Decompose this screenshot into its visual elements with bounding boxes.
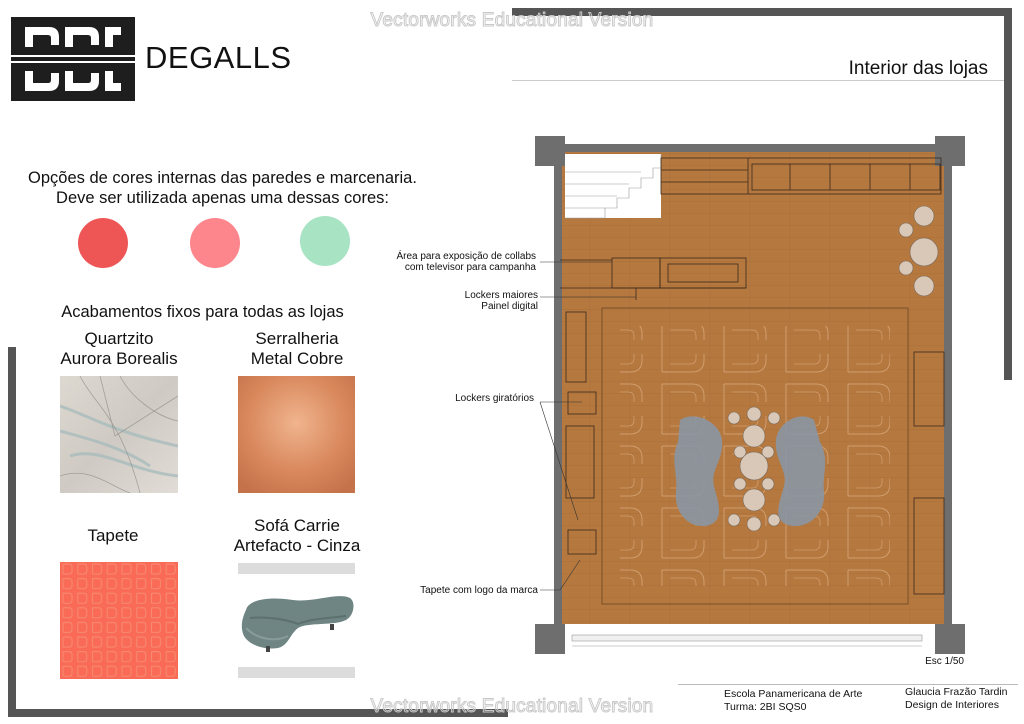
plan-scale: Esc 1/50 [925,656,964,667]
label-lockers-giratorios: Lockers giratórios [455,393,534,404]
watermark-top: Vectorworks Educational Version [370,10,654,31]
colors-heading-line1: Opções de cores internas das paredes e marcenaria. [28,169,417,187]
footer-author: Glaucia Frazão Tardin Design de Interiores [905,686,1008,711]
finish-label-serralheria: Serralheria Metal Cobre [250,329,344,368]
label-tapete-logo: Tapete com logo da marca [420,585,538,596]
brand-name: DEGALLS [145,40,292,75]
page-title: Interior das lojas [848,58,988,79]
colors-heading-line2: Deve ser utilizada apenas uma dessas cores: [56,189,389,207]
label-lockers-maiores: Lockers maiores Painel digital [464,290,538,312]
finishes-heading: Acabamentos fixos para todas as lojas [61,303,344,321]
footer-rule [678,684,1018,685]
footer-school: Escola Panamericana de Arte Turma: 2BI SQS0 [724,688,863,713]
finish-label-sofa: Sofá Carrie Artefacto - Cinza [233,516,361,555]
finish-label-tapete: Tapete [87,526,139,545]
label-collabs: Área para exposição de collabs com televisor para campanha [396,251,536,273]
finish-label-quartzito: Quartzito Aurora Borealis [60,329,178,368]
watermark-bottom: Vectorworks Educational Version [370,696,654,717]
